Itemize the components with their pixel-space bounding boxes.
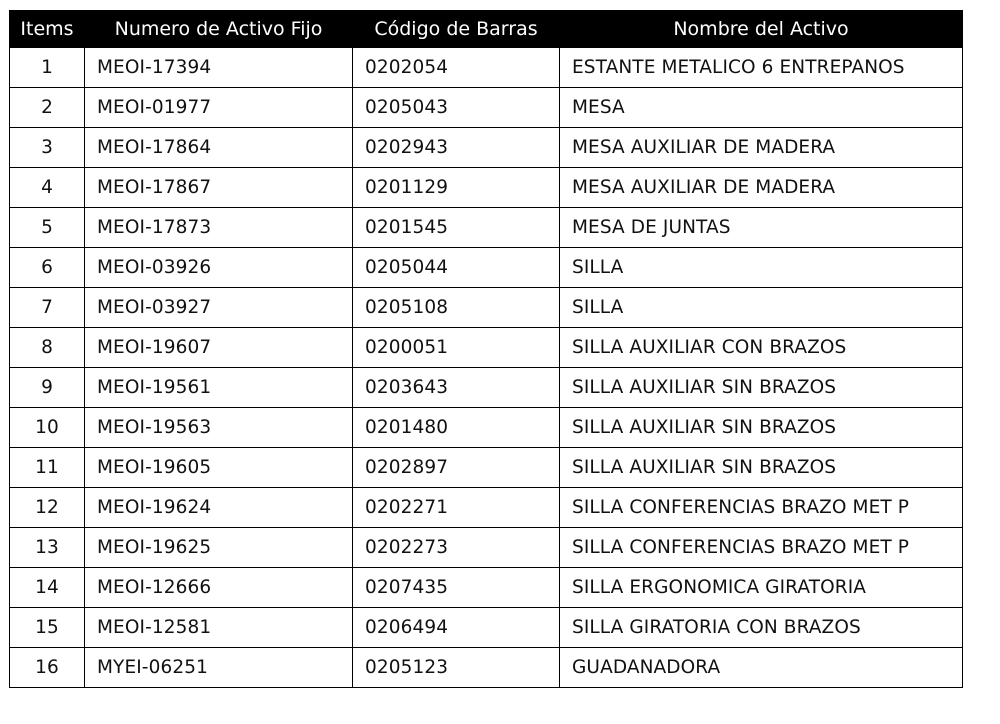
cell-asset-number: MEOI-12666 xyxy=(85,568,353,608)
cell-barcode: 0206494 xyxy=(353,608,560,648)
table-row xyxy=(10,128,963,168)
cell-item: 16 xyxy=(10,648,85,688)
cell-barcode: 0203643 xyxy=(353,368,560,408)
cell-barcode: 0202271 xyxy=(353,488,560,528)
table-row xyxy=(10,568,963,608)
cell-asset-name: MESA AUXILIAR DE MADERA xyxy=(560,168,963,208)
cell-item: 5 xyxy=(10,208,85,248)
table-row xyxy=(10,288,963,328)
table-row xyxy=(10,328,963,368)
cell-barcode: 0202273 xyxy=(353,528,560,568)
cell-asset-name: SILLA CONFERENCIAS BRAZO MET P xyxy=(560,488,963,528)
cell-asset-name: SILLA AUXILIAR SIN BRAZOS xyxy=(560,408,963,448)
cell-barcode: 0205044 xyxy=(353,248,560,288)
table-body xyxy=(10,48,963,688)
cell-asset-name: SILLA GIRATORIA CON BRAZOS xyxy=(560,608,963,648)
cell-asset-number: MEOI-19561 xyxy=(85,368,353,408)
cell-asset-name: GUADANADORA xyxy=(560,648,963,688)
cell-asset-name: SILLA AUXILIAR SIN BRAZOS xyxy=(560,448,963,488)
cell-barcode: 0201545 xyxy=(353,208,560,248)
cell-barcode: 0205108 xyxy=(353,288,560,328)
cell-asset-number: MEOI-19624 xyxy=(85,488,353,528)
cell-asset-name: MESA xyxy=(560,88,963,128)
table-row xyxy=(10,48,963,88)
cell-asset-number: MYEI-06251 xyxy=(85,648,353,688)
table-header xyxy=(10,11,963,48)
header-items: Items xyxy=(10,11,85,48)
table-row xyxy=(10,608,963,648)
cell-barcode: 0201480 xyxy=(353,408,560,448)
cell-asset-number: MEOI-03926 xyxy=(85,248,353,288)
cell-item: 6 xyxy=(10,248,85,288)
table-row xyxy=(10,88,963,128)
cell-item: 10 xyxy=(10,408,85,448)
table-row xyxy=(10,168,963,208)
cell-asset-name: SILLA CONFERENCIAS BRAZO MET P xyxy=(560,528,963,568)
cell-asset-number: MEOI-17864 xyxy=(85,128,353,168)
header-asset-name: Nombre del Activo xyxy=(560,11,963,48)
cell-asset-name: MESA AUXILIAR DE MADERA xyxy=(560,128,963,168)
cell-barcode: 0205123 xyxy=(353,648,560,688)
cell-barcode: 0202054 xyxy=(353,48,560,88)
header-row xyxy=(10,11,963,48)
cell-asset-name: MESA DE JUNTAS xyxy=(560,208,963,248)
cell-item: 4 xyxy=(10,168,85,208)
cell-asset-number: MEOI-03927 xyxy=(85,288,353,328)
cell-asset-name: SILLA ERGONOMICA GIRATORIA xyxy=(560,568,963,608)
table-row xyxy=(10,528,963,568)
cell-item: 1 xyxy=(10,48,85,88)
cell-barcode: 0200051 xyxy=(353,328,560,368)
cell-barcode: 0205043 xyxy=(353,88,560,128)
cell-item: 11 xyxy=(10,448,85,488)
table-row xyxy=(10,248,963,288)
cell-asset-number: MEOI-19605 xyxy=(85,448,353,488)
cell-asset-number: MEOI-19625 xyxy=(85,528,353,568)
cell-asset-number: MEOI-19563 xyxy=(85,408,353,448)
cell-item: 2 xyxy=(10,88,85,128)
header-barcode: Código de Barras xyxy=(353,11,560,48)
cell-asset-number: MEOI-19607 xyxy=(85,328,353,368)
cell-item: 3 xyxy=(10,128,85,168)
table-row xyxy=(10,408,963,448)
cell-item: 14 xyxy=(10,568,85,608)
cell-item: 15 xyxy=(10,608,85,648)
cell-asset-name: SILLA AUXILIAR CON BRAZOS xyxy=(560,328,963,368)
cell-item: 13 xyxy=(10,528,85,568)
cell-item: 8 xyxy=(10,328,85,368)
cell-asset-number: MEOI-01977 xyxy=(85,88,353,128)
table-row xyxy=(10,368,963,408)
cell-item: 9 xyxy=(10,368,85,408)
table-row xyxy=(10,208,963,248)
cell-barcode: 0202897 xyxy=(353,448,560,488)
cell-item: 7 xyxy=(10,288,85,328)
cell-asset-name: SILLA xyxy=(560,288,963,328)
cell-asset-number: MEOI-17873 xyxy=(85,208,353,248)
cell-barcode: 0201129 xyxy=(353,168,560,208)
cell-asset-name: ESTANTE METALICO 6 ENTREPANOS xyxy=(560,48,963,88)
cell-asset-number: MEOI-12581 xyxy=(85,608,353,648)
cell-item: 12 xyxy=(10,488,85,528)
table-row xyxy=(10,448,963,488)
cell-barcode: 0202943 xyxy=(353,128,560,168)
header-asset-number: Numero de Activo Fijo xyxy=(85,11,353,48)
cell-asset-number: MEOI-17394 xyxy=(85,48,353,88)
table-row xyxy=(10,648,963,688)
cell-asset-number: MEOI-17867 xyxy=(85,168,353,208)
assets-table xyxy=(9,10,963,688)
table-row xyxy=(10,488,963,528)
cell-asset-name: SILLA AUXILIAR SIN BRAZOS xyxy=(560,368,963,408)
cell-barcode: 0207435 xyxy=(353,568,560,608)
cell-asset-name: SILLA xyxy=(560,248,963,288)
